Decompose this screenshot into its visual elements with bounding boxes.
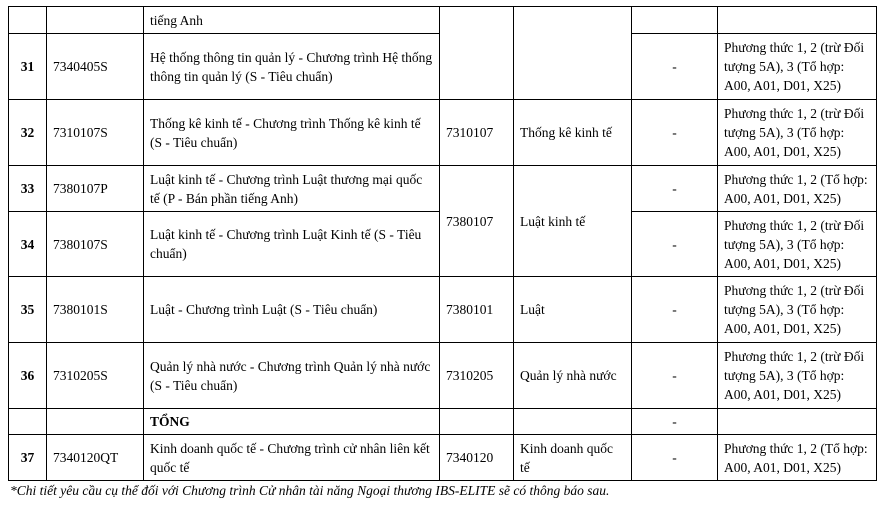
major-code-cell: 7310107 bbox=[440, 100, 514, 166]
table-row bbox=[9, 100, 877, 166]
method-cell: Phương thức 1, 2 (trừ Đối tượng 5A), 3 (Tổ hợp: A00, A01, D01, X25) bbox=[718, 277, 877, 343]
table-row bbox=[9, 435, 877, 481]
method-cell: Phương thức 1, 2 (trừ Đối tượng 5A), 3 (Tổ hợp: A00, A01, D01, X25) bbox=[718, 343, 877, 409]
major-name-cell: Quản lý nhà nước bbox=[514, 343, 632, 409]
quota-cell: - bbox=[632, 212, 718, 277]
code-cell: 7310205S bbox=[47, 343, 144, 409]
quota-cell bbox=[632, 7, 718, 34]
table-row bbox=[9, 166, 877, 212]
program-name-cell: Hệ thống thông tin quản lý - Chương trình Hệ thống thông tin quản lý (S - Tiêu chuẩn) bbox=[144, 34, 440, 100]
admissions-table bbox=[8, 6, 877, 481]
major-code-cell: 7310205 bbox=[440, 343, 514, 409]
major-name-cell bbox=[514, 409, 632, 435]
program-name-cell: tiếng Anh bbox=[144, 7, 440, 34]
stt-cell: 33 bbox=[9, 166, 47, 212]
method-cell bbox=[718, 7, 877, 34]
program-name-cell: Kinh doanh quốc tế - Chương trình cử nhân liên kết quốc tế bbox=[144, 435, 440, 481]
table-row bbox=[9, 7, 877, 34]
quota-cell: - bbox=[632, 166, 718, 212]
method-cell: Phương thức 1, 2 (trừ Đối tượng 5A), 3 (Tổ hợp: A00, A01, D01, X25) bbox=[718, 212, 877, 277]
code-cell: 7310107S bbox=[47, 100, 144, 166]
stt-cell: 36 bbox=[9, 343, 47, 409]
major-code-cell: 7380101 bbox=[440, 277, 514, 343]
major-name-cell: Luật bbox=[514, 277, 632, 343]
table-row bbox=[9, 277, 877, 343]
major-name-cell: Thống kê kinh tế bbox=[514, 100, 632, 166]
stt-cell: 34 bbox=[9, 212, 47, 277]
footnote: *Chi tiết yêu cầu cụ thể đối với Chương trình Cử nhân tài năng Ngoại thương IBS-ELITE sẽ có thông báo sau. bbox=[10, 483, 610, 498]
major-code-cell bbox=[440, 409, 514, 435]
stt-cell bbox=[9, 7, 47, 34]
major-code-cell: 7380107 bbox=[440, 166, 514, 277]
stt-cell: 32 bbox=[9, 100, 47, 166]
total-label: TỔNG bbox=[144, 409, 440, 435]
program-name-cell: Thống kê kinh tế - Chương trình Thống kê kinh tế (S - Tiêu chuẩn) bbox=[144, 100, 440, 166]
code-cell: 7340120QT bbox=[47, 435, 144, 481]
method-cell bbox=[718, 409, 877, 435]
code-cell: 7380107S bbox=[47, 212, 144, 277]
quota-cell: - bbox=[632, 277, 718, 343]
total-row bbox=[9, 409, 877, 435]
major-name-cell bbox=[514, 7, 632, 100]
code-cell bbox=[47, 7, 144, 34]
stt-cell: 31 bbox=[9, 34, 47, 100]
program-name-cell: Luật - Chương trình Luật (S - Tiêu chuẩn) bbox=[144, 277, 440, 343]
quota-cell: - bbox=[632, 343, 718, 409]
program-name-cell: Luật kinh tế - Chương trình Luật Kinh tế (S - Tiêu chuẩn) bbox=[144, 212, 440, 277]
stt-cell bbox=[9, 409, 47, 435]
code-cell bbox=[47, 409, 144, 435]
quota-cell: - bbox=[632, 435, 718, 481]
program-name-cell: Luật kinh tế - Chương trình Luật thương mại quốc tế (P - Bán phần tiếng Anh) bbox=[144, 166, 440, 212]
method-cell: Phương thức 1, 2 (Tổ hợp: A00, A01, D01, X25) bbox=[718, 166, 877, 212]
table-row bbox=[9, 343, 877, 409]
method-cell: Phương thức 1, 2 (trừ Đối tượng 5A), 3 (Tổ hợp: A00, A01, D01, X25) bbox=[718, 34, 877, 100]
quota-cell: - bbox=[632, 100, 718, 166]
stt-cell: 37 bbox=[9, 435, 47, 481]
method-cell: Phương thức 1, 2 (Tổ hợp: A00, A01, D01, X25) bbox=[718, 435, 877, 481]
major-name-cell: Luật kinh tế bbox=[514, 166, 632, 277]
quota-cell: - bbox=[632, 34, 718, 100]
quota-cell: - bbox=[632, 409, 718, 435]
major-code-cell: 7340120 bbox=[440, 435, 514, 481]
code-cell: 7340405S bbox=[47, 34, 144, 100]
stt-cell: 35 bbox=[9, 277, 47, 343]
code-cell: 7380107P bbox=[47, 166, 144, 212]
code-cell: 7380101S bbox=[47, 277, 144, 343]
program-name-cell: Quản lý nhà nước - Chương trình Quản lý nhà nước (S - Tiêu chuẩn) bbox=[144, 343, 440, 409]
major-code-cell bbox=[440, 7, 514, 100]
method-cell: Phương thức 1, 2 (trừ Đối tượng 5A), 3 (Tổ hợp: A00, A01, D01, X25) bbox=[718, 100, 877, 166]
major-name-cell: Kinh doanh quốc tế bbox=[514, 435, 632, 481]
